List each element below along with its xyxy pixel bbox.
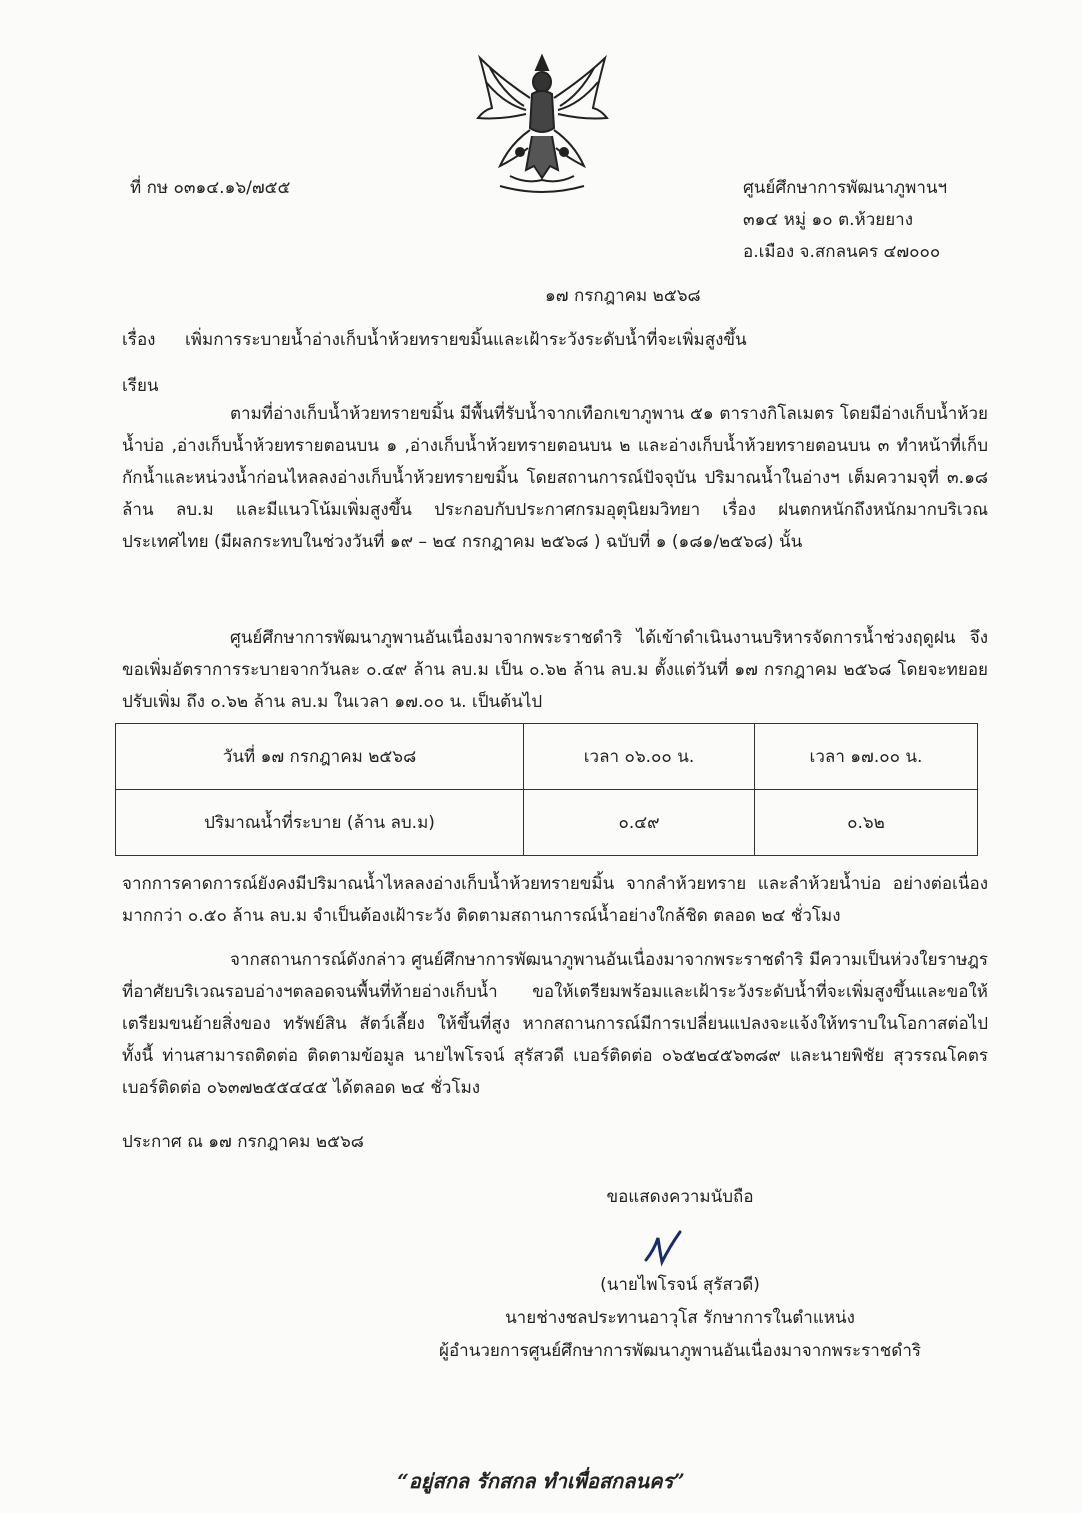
table-row [116,790,978,856]
motto: “อยู่สกล รักสกล ทำเพื่อสกลนคร” [397,1469,685,1493]
garuda-emblem-icon [470,48,615,198]
reference-number: ที่ กษ ๐๓๑๔.๑๖/๗๕๕ [130,178,291,198]
org-address-line-2: ๓๑๔ หมู่ ๑๐ ต.ห้วยยาง [743,210,914,230]
table-cell: ปริมาณน้ำที่ระบาย (ล้าน ลบ.ม) [116,790,524,856]
table-row [116,724,978,790]
org-address-line-1: ศูนย์ศึกษาการพัฒนาภูพานฯ [743,178,948,198]
document-date: ๑๗ กรกฎาคม ๒๕๖๘ [545,286,701,306]
table-cell: ๐.๔๙ [524,790,755,856]
body-paragraph-1: ตามที่อ่างเก็บน้ำห้วยทรายขมิ้น มีพื้นที่รับน้ำจากเทือกเขาภูพาน ๕๑ ตารางกิโลเมตร โดยมีอ่างเก็บน้ำห้วยน้ำบ่อ ,อ่างเก็บน้ำห้วยทรายตอนบน ๑ ,อ่างเก็บน้ำห้วยทรายตอนบน ๒ และอ่างเก็บน้ำห้วยทรายตอนบน ๓ ทำหน้าที่เก็บกักน้ำและหน่วงน้ำก่อนไหลลงอ่างเก็บน้ำห้วยทรายขมิ้น โดยสถานการณ์ปัจจุบัน ปริมาณน้ำในอ่างฯ เต็มความจุที่ ๓.๑๘ ล้าน ลบ.ม และมีแนวโน้มเพิ่มสูงขึ้น ประกอบกับประกาศกรมอุตุนิยมวิทยา เรื่อง ฝนตกหนักถึงหนักมากบริเวณประเทศไทย (มีผลกระทบในช่วงวันที่ ๑๙ – ๒๔ กรกฎาคม ๒๕๖๘ ) ฉบับที่ ๑ (๑๘๑/๒๕๖๘) นั้น [122,404,988,552]
table-header-cell: เวลา ๑๗.๐๐ น. [755,724,978,790]
closing-regards: ขอแสดงความนับถือ [606,1187,754,1207]
subject-text: เพิ่มการระบายน้ำอ่างเก็บน้ำห้วยทรายขมิ้นและเฝ้าระวังระดับน้ำที่จะเพิ่มสูงขึ้น [185,330,747,350]
signatory-name: (นายไพโรจน์ สุรัสวดี) [600,1275,760,1295]
salutation: เรียน [122,376,159,396]
announcement-date: ประกาศ ณ ๑๗ กรกฎาคม ๒๕๖๘ [122,1132,364,1152]
handwritten-signature [640,1228,690,1268]
org-address-line-3: อ.เมือง จ.สกลนคร ๔๗๐๐๐ [743,242,941,262]
table-header-cell: เวลา ๐๖.๐๐ น. [524,724,755,790]
body-paragraph-3: จากการคาดการณ์ยังคงมีปริมาณน้ำไหลลงอ่างเก็บน้ำห้วยทรายขมิ้น จากลำห้วยทราย และลำห้วยน้ำบ่อ อย่างต่อเนื่อง มากกว่า ๐.๕๐ ล้าน ลบ.ม จำเป็นต้องเฝ้าระวัง ติดตามสถานการณ์น้ำอย่างใกล้ชิด ตลอด ๒๔ ชั่วโมง [122,874,988,926]
body-paragraph-2: ศูนย์ศึกษาการพัฒนาภูพานอันเนื่องมาจากพระราชดำริ ได้เข้าดำเนินงานบริหารจัดการน้ำช่วงฤดูฝน จึงขอเพิ่มอัตราการระบายจากวันละ ๐.๔๙ ล้าน ลบ.ม เป็น ๐.๖๒ ล้าน ลบ.ม ตั้งแต่วันที่ ๑๗ กรกฎาคม ๒๕๖๘ โดยจะทยอยปรับเพิ่ม ถึง ๐.๖๒ ล้าน ลบ.ม ในเวลา ๑๗.๐๐ น. เป็นต้นไป [122,628,988,712]
discharge-schedule-table [115,723,978,856]
table-cell: ๐.๖๒ [755,790,978,856]
signatory-position-1: นายช่างชลประทานอาวุโส รักษาการในตำแหน่ง [505,1308,855,1328]
body-paragraph-4: จากสถานการณ์ดังกล่าว ศูนย์ศึกษาการพัฒนาภูพานอันเนื่องมาจากพระราชดำริ มีความเป็นห่วงใยราษฎรที่อาศัยบริเวณรอบอ่างฯตลอดจนพื้นที่ท้ายอ่างเก็บน้ำ ขอให้เตรียมพร้อมและเฝ้าระวังระดับน้ำที่จะเพิ่มสูงขึ้นและขอให้เตรียมขนย้ายสิ่งของ ทรัพย์สิน สัตว์เลี้ยง ให้ขึ้นที่สูง หากสถานการณ์มีการเปลี่ยนแปลงจะแจ้งให้ทราบในโอกาสต่อไป ทั้งนี้ ท่านสามารถติดต่อ ติดตามข้อมูล นายไพโรจน์ สุรัสวดี เบอร์ติดต่อ ๐๖๕๒๔๕๖๓๘๙ และนายพิชัย สุวรรณโคตร เบอร์ติดต่อ ๐๖๓๗๒๕๕๔๔๕ ได้ตลอด ๒๔ ชั่วโมง [122,950,988,1098]
subject-label: เรื่อง [122,330,156,350]
table-header-cell: วันที่ ๑๗ กรกฎาคม ๒๕๖๘ [116,724,524,790]
signatory-position-2: ผู้อำนวยการศูนย์ศึกษาการพัฒนาภูพานอันเนื่องมาจากพระราชดำริ [438,1341,922,1361]
